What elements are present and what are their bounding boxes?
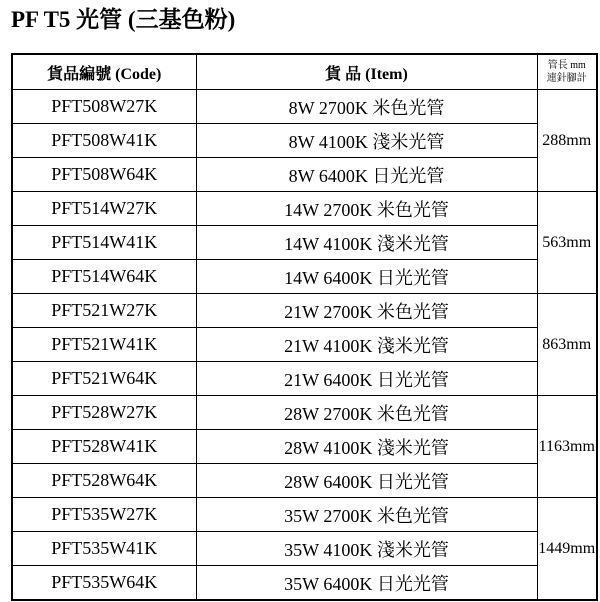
header-code: 貨品編號 (Code) [12, 54, 196, 90]
table-row [12, 498, 597, 532]
table-row [12, 192, 597, 226]
table-row [12, 294, 597, 328]
header-length [537, 54, 597, 90]
table-row [12, 566, 597, 601]
product-code: PFT535W41K [12, 532, 196, 566]
tube-length: 288mm [537, 90, 597, 192]
product-item: 14W 2700K 米色光管 [196, 192, 537, 226]
tube-length: 1163mm [537, 396, 597, 498]
product-item: 8W 2700K 米色光管 [196, 90, 537, 124]
product-code: PFT508W41K [12, 124, 196, 158]
header-item: 貨 品 (Item) [196, 54, 537, 90]
product-item: 35W 6400K 日光光管 [196, 566, 537, 601]
product-code: PFT514W41K [12, 226, 196, 260]
product-code: PFT535W64K [12, 566, 196, 601]
table-row [12, 90, 597, 124]
product-code: PFT508W64K [12, 158, 196, 192]
product-code: PFT508W27K [12, 90, 196, 124]
table-row [12, 532, 597, 566]
table-row [12, 464, 597, 498]
product-code: PFT535W27K [12, 498, 196, 532]
tube-length: 1449mm [537, 498, 597, 601]
page-title: PF T5 光管 (三基色粉) [11, 7, 236, 32]
product-item: 14W 6400K 日光光管 [196, 260, 537, 294]
table-row [12, 158, 597, 192]
product-item: 21W 4100K 淺米光管 [196, 328, 537, 362]
product-code: PFT528W27K [12, 396, 196, 430]
product-item: 14W 4100K 淺米光管 [196, 226, 537, 260]
product-item: 28W 6400K 日光光管 [196, 464, 537, 498]
tube-length: 863mm [537, 294, 597, 396]
table-row [12, 260, 597, 294]
product-item: 21W 2700K 米色光管 [196, 294, 537, 328]
table-row [12, 328, 597, 362]
product-item: 35W 4100K 淺米光管 [196, 532, 537, 566]
table-row [12, 124, 597, 158]
table-row [12, 396, 597, 430]
table-row [12, 226, 597, 260]
product-item: 8W 6400K 日光光管 [196, 158, 537, 192]
tube-length: 563mm [537, 192, 597, 294]
product-code: PFT521W41K [12, 328, 196, 362]
header-length-line1: 管長 mm [547, 60, 586, 71]
product-table [11, 53, 598, 601]
product-code: PFT528W64K [12, 464, 196, 498]
product-code: PFT514W64K [12, 260, 196, 294]
header-length-line2: 連針腳計 [546, 73, 587, 84]
product-item: 35W 2700K 米色光管 [196, 498, 537, 532]
product-item: 28W 2700K 米色光管 [196, 396, 537, 430]
table-row [12, 362, 597, 396]
product-code: PFT521W27K [12, 294, 196, 328]
product-code: PFT528W41K [12, 430, 196, 464]
product-item: 8W 4100K 淺米光管 [196, 124, 537, 158]
product-code: PFT521W64K [12, 362, 196, 396]
product-item: 28W 4100K 淺米光管 [196, 430, 537, 464]
product-item: 21W 6400K 日光光管 [196, 362, 537, 396]
table-header-row [12, 54, 597, 90]
table-row [12, 430, 597, 464]
product-code: PFT514W27K [12, 192, 196, 226]
